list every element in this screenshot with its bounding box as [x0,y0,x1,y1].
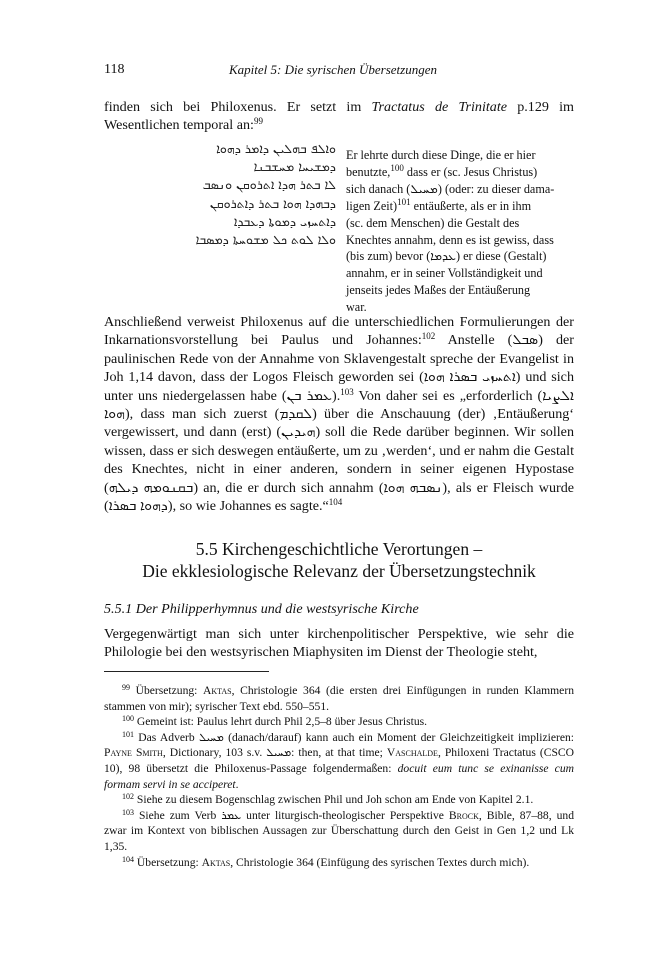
syriac-quote [154,140,336,249]
footnote-number: 104 [122,854,134,864]
syriac-word: ܡܚܝܠ [198,730,224,744]
footnote-99 [104,683,574,714]
footnote-text: Siehe zu diesem Bogenschlag zwischen Phil und Joh schon am Ende von Kapitel 2.1. [136,793,534,807]
footnote-text: , Christologie 364 (Einfügung des syrischen Textes durch mich). [230,855,530,869]
syriac-line: ܕܡܫܝܚܐ ܡܚܫܒܢܐ [253,159,336,175]
syriac-line: ܠܐ ܒܬܪ ܗܕܐ ܐܬܪܘܩܢ ܘܢܣܒ [202,177,336,193]
footnote-rule [104,671,269,672]
translation-line: sich danach (ܡܚܝܠ) (oder: zu dieser dama- [346,181,555,196]
footnote-text: Gemeint ist: Paulus lehrt durch Phil 2,5–8 über Jesus Christus. [136,715,428,729]
translation-line: annahm, er in seiner Vollständigkeit und [346,266,543,281]
footnote-text: , Philoxeni Tractatus (CSCO 10), 98 übersetzt die Philoxenus-Passage folgendermaßen: [104,746,574,775]
footnote-text: Übersetzung: [135,684,203,697]
author-name: Payne Smith [104,746,163,760]
footnote-number: 99 [122,683,130,692]
footnote-text: , Christologie 364 (die ersten drei Einfügungen in runden Klammern stammen von mir); syrischer Text ebd. 550–551. [104,684,574,713]
footnote-text: , Bible, 87–88, und zwar im Kontext von biblischen Aussagen zur Überschattung durch den Geist in Gen 1,2 und Lk 1,35. [104,808,574,853]
chapter-title: Kapitel 5: Die syrischen Übersetzungen [229,62,437,77]
running-head [104,62,574,82]
footnote-100 [104,714,574,730]
footnote-ref-104[interactable]: 104 [328,497,343,508]
footnote-103 [104,808,574,855]
intro-text-1: finden sich bei Philoxenus. Er setzt im [104,99,372,115]
footnote-104 [104,855,574,871]
work-title: Tractatus de Trinitate [371,99,508,115]
latin-quote: docuit eum tunc se exinanisse cum formam servi in se acciperet [104,761,574,791]
translation-line: (sc. dem Menschen) die Gestalt des [346,215,520,230]
footnote-ref-102[interactable]: 102 [421,331,436,342]
paragraph-section-start: Vergegenwärtigt man sich unter kirchenpolitischer Perspektive, wie sehr die Philologie bei den westsyrischen Miaphysiten im Dienst der Theologie steht, [104,626,574,661]
footnote-text: : then, at that time; [291,746,387,760]
footnote-number: 102 [122,792,134,802]
footnote-text: unter liturgisch-theologischer Perspektive [241,808,449,822]
footnote-text: (danach/darauf) kann auch ein Moment der Gleichzeitigkeit implizieren: [223,730,574,744]
author-name: Brock [448,808,479,822]
footnote-ref-101[interactable]: 101 [397,196,411,207]
intro-paragraph [104,98,574,135]
page-number: 118 [104,62,125,77]
footnote-101 [104,730,574,792]
translation-line: jenseits jedes Maßes der Entäußerung [346,283,531,298]
author-name: Vaschalde [386,746,438,760]
footnote-text: Übersetzung: [136,855,202,869]
section-heading [104,538,574,582]
author-name: Aktas [203,684,232,697]
translation-line: (bis zum) bevor (ܥܕܡܐ) er diese (Gestalt) [346,249,547,264]
footnote-number: 100 [122,714,134,724]
syriac-line: ܕܐܬܚܙܝ ܕܡܘܬܐ ܕܥܒܕܐ [233,213,336,229]
footnote-number: 103 [122,807,134,817]
footnote-text: Das Adverb [138,730,199,744]
german-translation [346,147,580,316]
translation-line: Er lehrte durch diese Dinge, die er hier [346,148,536,162]
translation-line: war. [346,300,367,315]
syriac-word: ܡܚܝܠ [266,746,292,760]
footnotes [104,683,574,870]
footnote-ref-99[interactable]: 99 [253,116,263,127]
translation-line: ligen Zeit)$^{101}$ entäußerte, als er in ihm [346,196,532,213]
footnote-text: . [235,777,239,791]
intro-text-2: p.129 im Wesentlichen temporal an: [104,99,575,134]
section-heading-line-1: 5.5 Kirchengeschichtliche Verortungen – [195,539,483,559]
syriac-line: ܘܠܐ ܠܘܬ ܟܠ ܡܫܘܚܬܐ ܕܡܣܒܐ [195,232,336,248]
syriac-word: ܥܡܪ [221,808,242,822]
footnote-ref-103[interactable]: 103 [340,386,354,397]
footnote-ref-100[interactable]: 100 [390,162,404,173]
subsection-heading: 5.5.1 Der Philipperhymnus und die westsyrische Kirche [104,601,419,617]
syriac-line: ܕܒܗܕܐ ܗܘܐ ܒܬܪ ܕܐܬܪܘܩܢ [209,195,336,211]
footnote-102 [104,792,574,808]
author-name: Aktas [201,855,231,869]
section-heading-line-2: Die ekklesiologische Relevanz der Übersetzungstechnik [142,561,536,581]
footnote-number: 101 [122,729,134,739]
translation-line: Knechtes annahm, denn es ist gewiss, dass [346,232,554,247]
paragraph-philoxenus: Anschließend verweist Philoxenus auf die unterschiedlichen Formulierungen der Inkarnationsvorstellung bei Paulus und Johannes:$^{102}$ Anstelle (ܣܒܠ) der paulinischen Rede von der Annahme von Sklavengestalt spreche der Evangelist in Joh 1,14 davon, dass der Logos Fleisch geworden sei (ܐܬܚܙܝ ܒܣܪܐ ܗܘܐ) und sich unter uns niedergelassen habe (ܥܡܪ ܒܢ).$^{103}$ Von daher sei es „erforderlich (ܐܠܨܝܐ ܗܘܐ), dass man sich zuerst (ܠܩܕܡ) über die Anschauung (der) ‚Entäußerung‘ vergewissert, und dann (erst) (ܗܝܕܝܢ) soll die Rede darüber beginnen. Wir sollen wissen, dass er sich deswegen entäußerte, um zu ‚werden‘, und er nahm die Gestalt des Knechtes, nicht in einer anderen, sondern in seiner eigenen Hypostase (ܒܩܢܘܡܗ ܕܝܠܗ) an, die er durch sich annahm (ܢܣܒܗ ܗܘܐ), als er Fleisch wurde (ܕܗܘܐ ܒܣܪܐ), so wie Johannes es sagte.“$^{104}$ [104,314,575,515]
syriac-line: ܘܐܠܦ ܒܗܠܝܢ ܕܐܡܪ ܕܗܘܐ [216,141,336,156]
footnote-text: Siehe zum Verb [138,808,222,822]
footnote-text: , Dictionary, 103 s.v. [162,746,267,760]
translation-line: benutzte,$^{100}$ dass er (sc. Jesus Christus) [346,162,538,179]
